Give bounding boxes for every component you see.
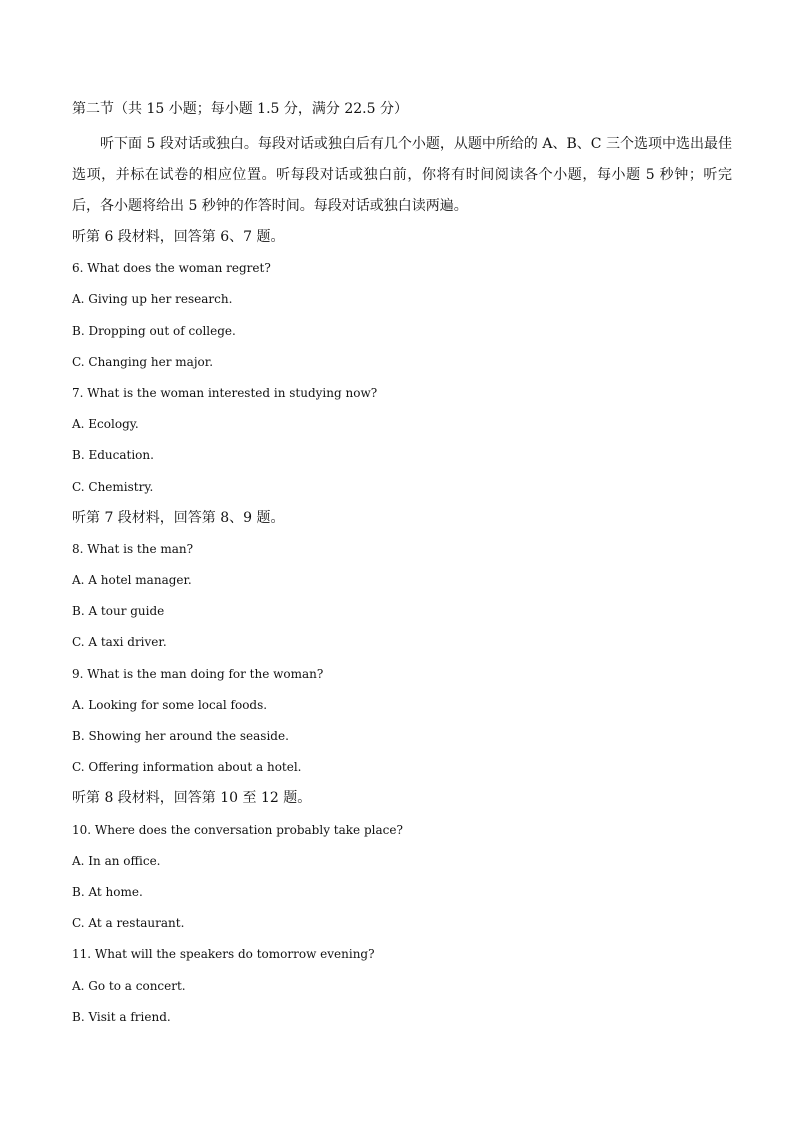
answer-option: A. In an office. [72, 853, 161, 868]
answer-option: C. Offering information about a hotel. [72, 760, 302, 775]
question-text: 11. What will the speakers do tomorrow evening? [72, 947, 375, 962]
question-text: 10. Where does the conversation probably take place? [72, 822, 403, 837]
answer-option: B. At home. [72, 884, 143, 899]
question-list [72, 222, 732, 1033]
answer-option: C. A taxi driver. [72, 635, 167, 650]
answer-option: A. Giving up her research. [72, 292, 233, 307]
answer-option: C. At a restaurant. [72, 916, 185, 931]
answer-option: A. Go to a concert. [72, 978, 186, 993]
question-text: 8. What is the man? [72, 541, 194, 556]
section-label: 听第 8 段材料，回答第 10 至 12 题。 [72, 790, 312, 807]
question-text: 6. What does the woman regret? [72, 261, 271, 276]
section-label: 听第 7 段材料，回答第 8、9 题。 [72, 509, 285, 526]
answer-option: C. Changing her major. [72, 354, 214, 369]
answer-option: B. Education. [72, 448, 154, 463]
answer-option: A. Looking for some local foods. [72, 697, 268, 712]
question-text: 9. What is the man doing for the woman? [72, 666, 324, 681]
document-page [72, 98, 732, 1033]
answer-option: B. Dropping out of college. [72, 323, 236, 338]
answer-option: B. A tour guide [72, 604, 165, 619]
question-text: 7. What is the woman interested in studying now? [72, 385, 378, 400]
section-label: 听第 6 段材料，回答第 6、7 题。 [72, 229, 285, 245]
answer-option: A. A hotel manager. [72, 573, 192, 588]
answer-option: A. Ecology. [72, 417, 139, 432]
section-heading: 第二节（共 15 小题；每小题 1.5 分，满分 22.5 分） [72, 101, 408, 117]
instructions-paragraph: 听下面 5 段对话或独白。每段对话或独白后有几个小题，从题中所给的 A、B、C 三个选项中选出最佳选项，并标在试卷的相应位置。听每段对话或独白前，你将有时间阅读各个小题，每小题 5 秒钟；听完后，各小题将给出 5 秒钟的作答时间。每段对话或独白读两遍。 [72, 136, 732, 214]
answer-option: B. Showing her around the seaside. [72, 729, 289, 743]
answer-option: C. Chemistry. [72, 479, 154, 494]
answer-option: B. Visit a friend. [72, 1009, 171, 1024]
